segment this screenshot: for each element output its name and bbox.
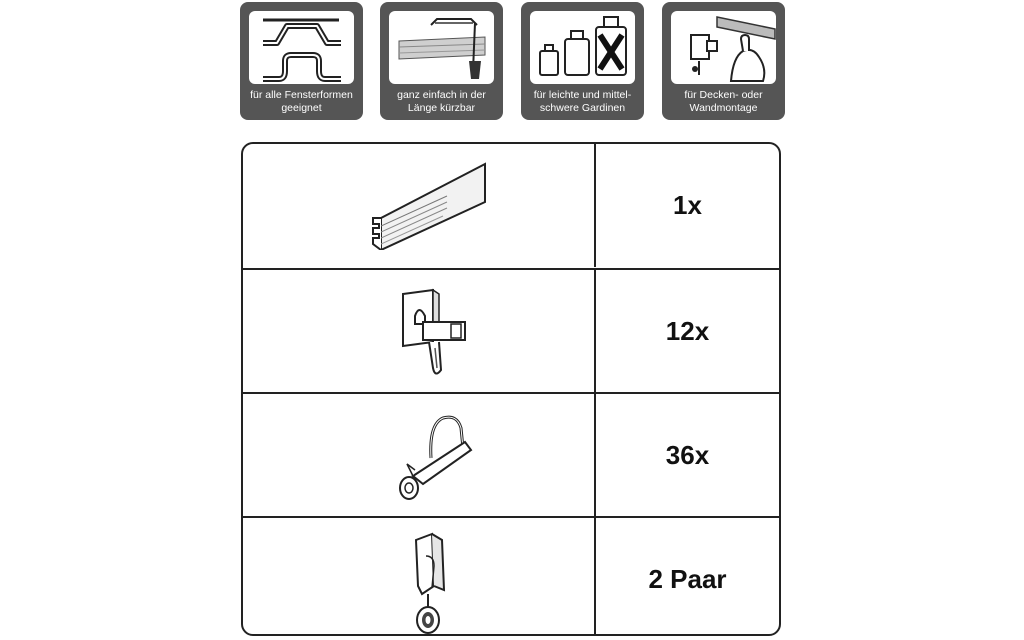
quantity-label: 36x (665, 440, 710, 470)
quantity-cell (594, 518, 779, 636)
feature-tile-window-shapes (240, 2, 363, 120)
quantity-label: 12x (665, 316, 710, 346)
window-shapes-icon (249, 11, 354, 84)
saw-icon (389, 11, 494, 84)
quantity-cell (594, 270, 779, 393)
table-row (243, 144, 779, 267)
table-row (243, 516, 779, 636)
item-image-cell (243, 270, 594, 393)
item-image-cell (243, 394, 594, 517)
quantity-label: 1x (673, 190, 702, 220)
feature-tile-cuttable (380, 2, 503, 120)
mounting-icon (671, 11, 776, 84)
rail-profile-icon (363, 156, 493, 250)
table-row (243, 268, 779, 393)
contents-table (241, 142, 781, 636)
quantity-label: 2 Paar (648, 564, 727, 594)
quantity-cell (594, 144, 779, 267)
feature-caption: für alle Fensterformen geeignet (250, 89, 353, 114)
feature-caption: für Decken- oder Wandmontage (684, 89, 763, 114)
feature-icons (240, 2, 785, 120)
item-image-cell (243, 518, 594, 636)
weights-icon (530, 11, 635, 84)
quantity-cell (594, 394, 779, 517)
end-stop-icon (398, 526, 478, 636)
item-image-cell (243, 144, 594, 267)
feature-tile-weight (521, 2, 644, 120)
feature-caption: ganz einfach in der Länge kürzbar (397, 89, 486, 114)
table-row (243, 392, 779, 517)
feature-caption: für leichte und mittel- schwere Gardinen (533, 89, 632, 114)
feature-tile-mounting (662, 2, 785, 120)
curtain-hook-icon (393, 406, 483, 506)
ceiling-clip-icon (393, 286, 483, 386)
